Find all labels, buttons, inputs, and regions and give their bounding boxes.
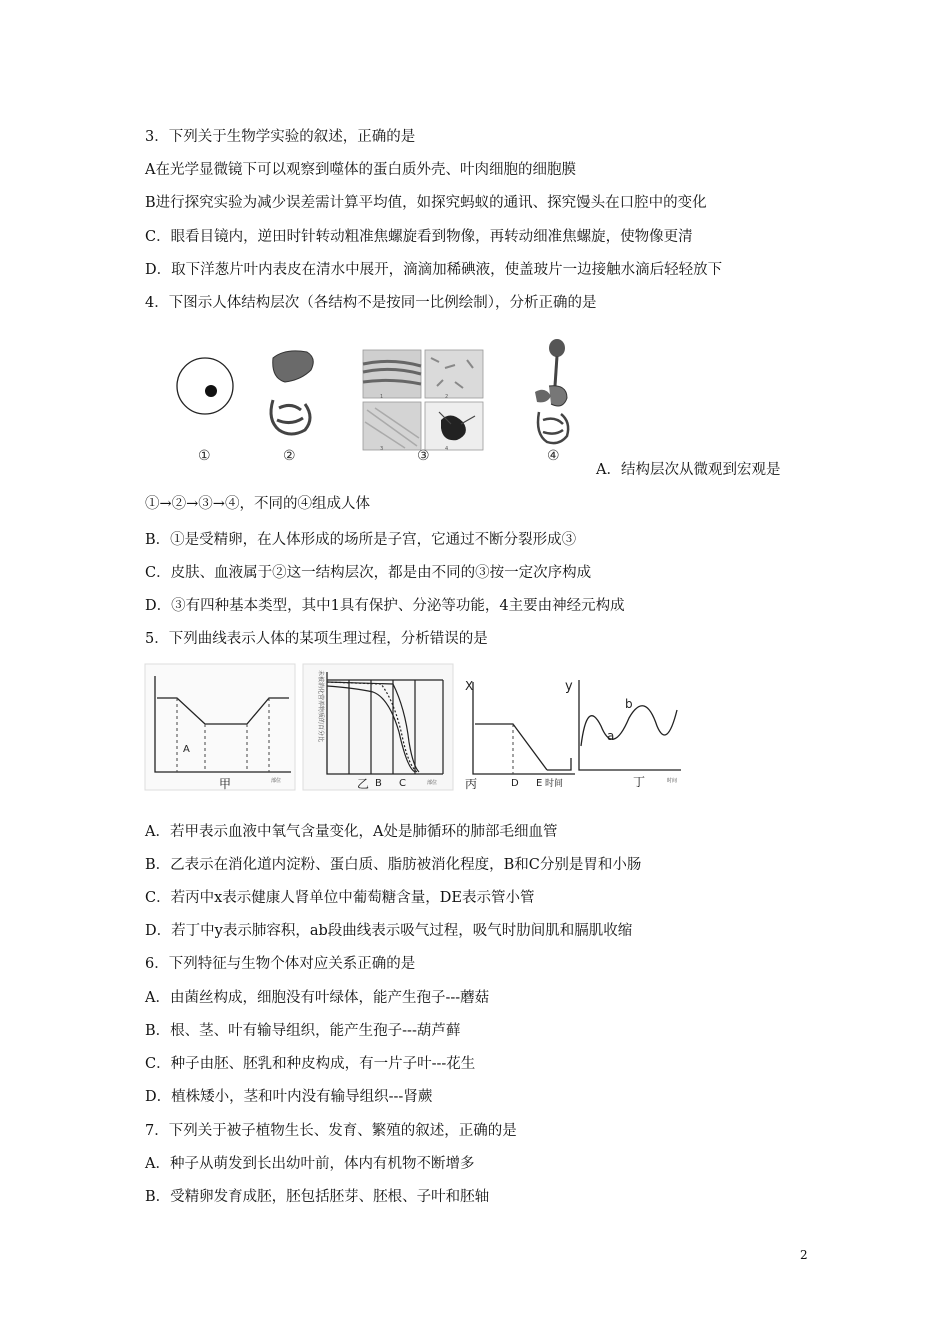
- graph-yi-ylabel: 未被消化营养物质的百分比: [317, 670, 324, 743]
- q4-option-d: D．③有四种基本类型，其中1具有保护、分泌等功能，4主要由神经元构成: [145, 598, 625, 614]
- graph-bing-point-e: E: [536, 778, 543, 789]
- q6-stem: 6．下列特征与生物个体对应关系正确的是: [145, 956, 416, 972]
- q7-stem: 7．下列关于被子植物生长、发育、繁殖的叙述，正确的是: [145, 1123, 517, 1139]
- q5-stem: 5．下列曲线表示人体的某项生理过程，分析错误的是: [145, 631, 488, 647]
- graph-ding: [565, 679, 681, 789]
- graph-jia-point-a: A: [183, 744, 190, 755]
- page-number: 2: [800, 1248, 808, 1262]
- q3-option-d: D．取下洋葱片叶内表皮在清水中展开，滴滴加稀碘液，使盖玻片一边接触水滴后轻轻放下: [145, 262, 723, 278]
- q6-option-a: A．由菌丝构成，细胞没有叶绿体，能产生孢子---蘑菇: [145, 990, 490, 1006]
- graph-ding-xlabel: 时间: [667, 778, 678, 784]
- q6-option-d: D．植株矮小，茎和叶内没有输导组织---肾蕨: [145, 1089, 433, 1105]
- graph-ding-point-b: b: [625, 697, 633, 711]
- graph-bing: [465, 679, 575, 791]
- q4-option-a-part2: ①→②→③→④，不同的④组成人体: [145, 496, 370, 512]
- q6-option-b: B．根、茎、叶有输导组织，能产生孢子---葫芦藓: [145, 1023, 461, 1039]
- graph-yi-xlabel: 部位: [427, 780, 438, 786]
- tissue-1-image: [363, 350, 421, 398]
- fig-label-1: ①: [198, 448, 211, 464]
- q4-figure: [155, 338, 580, 466]
- q3-option-c: C．眼看目镜内，逆田时针转动粗准焦螺旋看到物像，再转动细准焦螺旋，使物像更清: [145, 229, 693, 245]
- q3-option-a: A在光学显微镜下可以观察到噬体的蛋白质外壳、叶肉细胞的细胞膜: [145, 162, 576, 178]
- q3-stem: 3．下列关于生物学实验的叙述，正确的是: [145, 129, 416, 145]
- graph-jia: [145, 664, 295, 791]
- tissue-2-image: [425, 350, 483, 398]
- graph-jia-xlabel: 部位: [271, 778, 282, 784]
- q4-option-b: B．①是受精卵，在人体形成的场所是子宫，它通过不断分裂形成③: [145, 532, 577, 548]
- q3-option-b: B进行探究实验为减少误差需计算平均值，如探究蚂蚁的通讯、探究馒头在口腔中的变化: [145, 195, 707, 211]
- q6-option-c: C．种子由胚、胚乳和种皮构成，有一片子叶---花生: [145, 1056, 476, 1072]
- svg-text:3: 3: [380, 446, 384, 452]
- graph-ding-yaxis: y: [565, 679, 573, 694]
- liver-organ-icon: [273, 351, 314, 382]
- graph-yi: [303, 664, 453, 791]
- graph-bing-xlabel: 时间: [545, 779, 564, 789]
- graph-yi-point-b: B: [375, 778, 382, 789]
- graph-yi-name: 乙: [357, 777, 370, 791]
- svg-text:4: 4: [445, 446, 449, 452]
- graph-bing-point-d: D: [511, 778, 519, 789]
- svg-text:1: 1: [380, 394, 384, 400]
- q5-option-c: C．若丙中x表示健康人肾单位中葡萄糖含量，DE表示管小管: [145, 890, 535, 906]
- intestine-organ-icon: [271, 400, 310, 434]
- q7-option-a: A．种子从萌发到长出幼叶前，体内有机物不断增多: [145, 1156, 475, 1172]
- fig-label-3: ③: [417, 448, 430, 464]
- cell-nucleus-icon: [205, 385, 217, 397]
- graph-ding-name: 丁: [633, 775, 646, 789]
- q4-option-a-part1: A．结构层次从微观到宏观是: [596, 462, 781, 478]
- q4-stem: 4．下图示人体结构层次（各结构不是按同一比例绘制），分析正确的是: [145, 295, 597, 311]
- graph-bing-name: 丙: [465, 777, 478, 791]
- q5-figure: [143, 662, 688, 794]
- svg-text:2: 2: [445, 394, 449, 400]
- q5-option-a: A．若甲表示血液中氧气含量变化，A处是肺循环的肺部毛细血管: [145, 824, 558, 840]
- graph-ding-point-a: a: [607, 729, 615, 743]
- graph-jia-name: 甲: [219, 777, 232, 791]
- fig-label-4: ④: [547, 448, 560, 464]
- zygote-cell-icon: [177, 358, 233, 414]
- q5-option-b: B．乙表示在消化道内淀粉、蛋白质、脂肪被消化程度，B和C分别是胃和小肠: [145, 857, 642, 873]
- q4-option-c: C．皮肤、血液属于②这一结构层次，都是由不同的③按一定次序构成: [145, 565, 592, 581]
- digestive-system-icon: [535, 339, 568, 443]
- q7-option-b: B．受精卵发育成胚，胚包括胚芽、胚根、子叶和胚轴: [145, 1189, 490, 1205]
- graph-yi-point-c: C: [399, 778, 406, 789]
- fig-label-2: ②: [283, 448, 296, 464]
- q5-option-d: D．若丁中y表示肺容积，ab段曲线表示吸气过程，吸气时肋间肌和膈肌收缩: [145, 923, 633, 939]
- graph-bing-yaxis: X: [465, 679, 474, 693]
